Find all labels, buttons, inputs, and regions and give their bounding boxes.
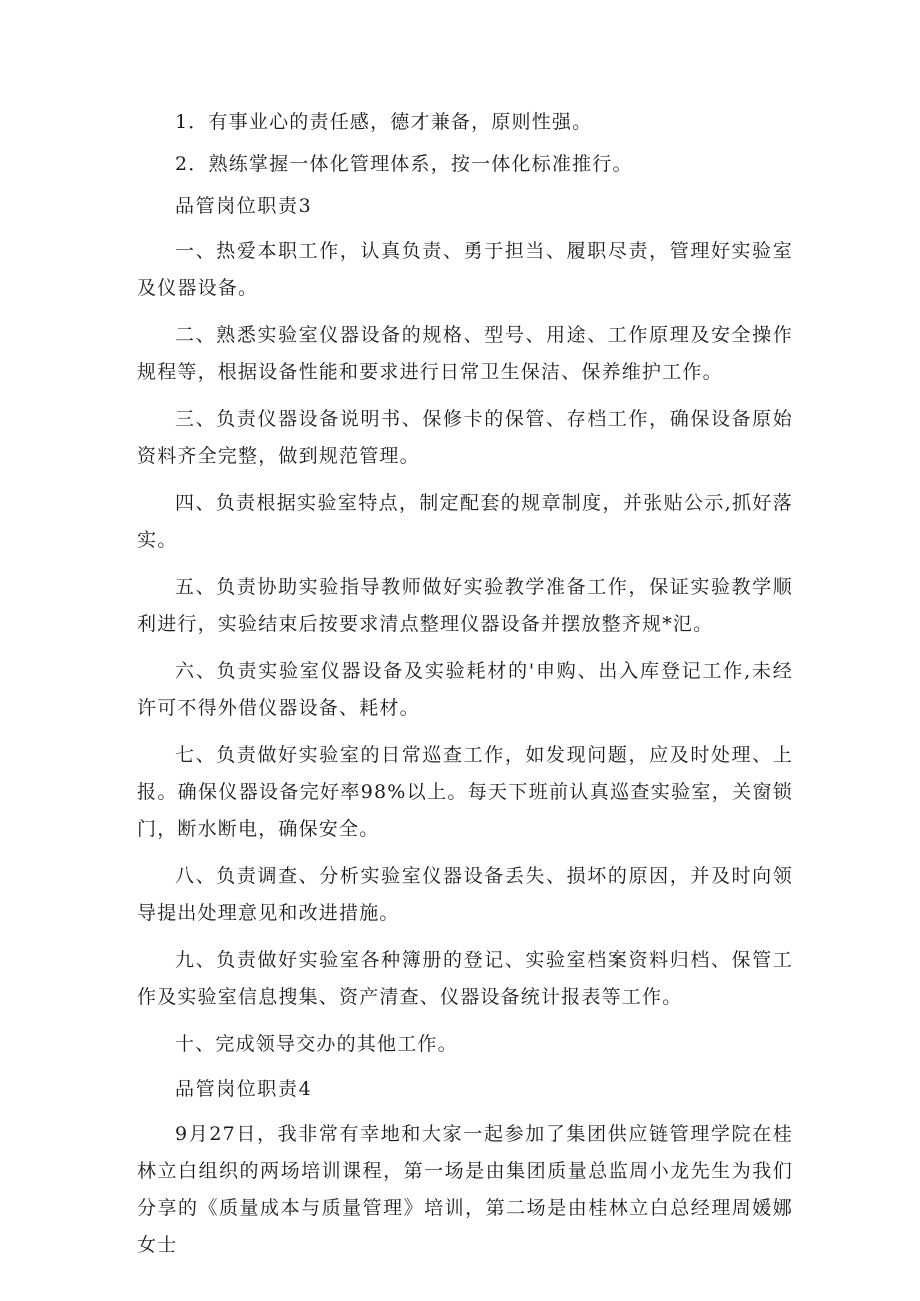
section-heading-4: 品管岗位职责4 [175,1078,313,1100]
duty-item-6: 六、负责实验室仪器设备及实验耗材的'申购、出入库登记工作,未经许可不得外借仪器设备、耗材。 [137,660,793,719]
duty-item-10: 十、完成领导交办的其他工作。 [175,1033,458,1055]
body-paragraph: 9月27日，我非常有幸地和大家一起参加了集团供应链管理学院在桂林立白组织的两场培训课程，第一场是由集团质量总监周小龙先生为我们分享的《质量成本与质量管理》培训，第二场是由桂林立白总经理周媛娜女士 [137,1123,793,1256]
duty-item-1: 一、热爱本职工作，认真负责、勇于担当、履职尽责，管理好实验室及仪器设备。 [137,240,793,299]
list-item-1: 1．有事业心的责任感，德才兼备，原则性强。 [175,111,593,133]
duty-item-3: 三、负责仪器设备说明书、保修卡的保管、存档工作，确保设备原始资料齐全完整，做到规范管理。 [137,408,793,467]
duty-item-5: 五、负责协助实验指导教师做好实验教学准备工作，保证实验教学顺利进行，实验结束后按要求清点整理仪器设备并摆放整齐规*氾。 [137,576,793,635]
list-item-2: 2．熟练掌握一体化管理体系，按一体化标准推行。 [175,153,633,175]
duty-item-2: 二、熟悉实验室仪器设备的规格、型号、用途、工作原理及安全操作规程等，根据设备性能和要求进行日常卫生保洁、保养维护工作。 [137,324,793,383]
document-body [137,104,793,1264]
section-heading-3: 品管岗位职责3 [175,195,313,217]
duty-item-7: 七、负责做好实验室的日常巡查工作，如发现问题，应及时处理、上报。确保仪器设备完好率98%以上。每天下班前认真巡查实验室，关窗锁门，断水断电，确保安全。 [137,744,793,840]
duty-item-4: 四、负责根据实验室特点，制定配套的规章制度，并张贴公示,抓好落实。 [137,492,793,551]
duty-item-8: 八、负责调查、分析实验室仪器设备丢失、损坏的原因，并及时向领导提出处理意见和改进措施。 [137,865,793,924]
duty-item-9: 九、负责做好实验室各种簿册的登记、实验室档案资料归档、保管工作及实验室信息搜集、资产清查、仪器设备统计报表等工作。 [137,949,793,1008]
